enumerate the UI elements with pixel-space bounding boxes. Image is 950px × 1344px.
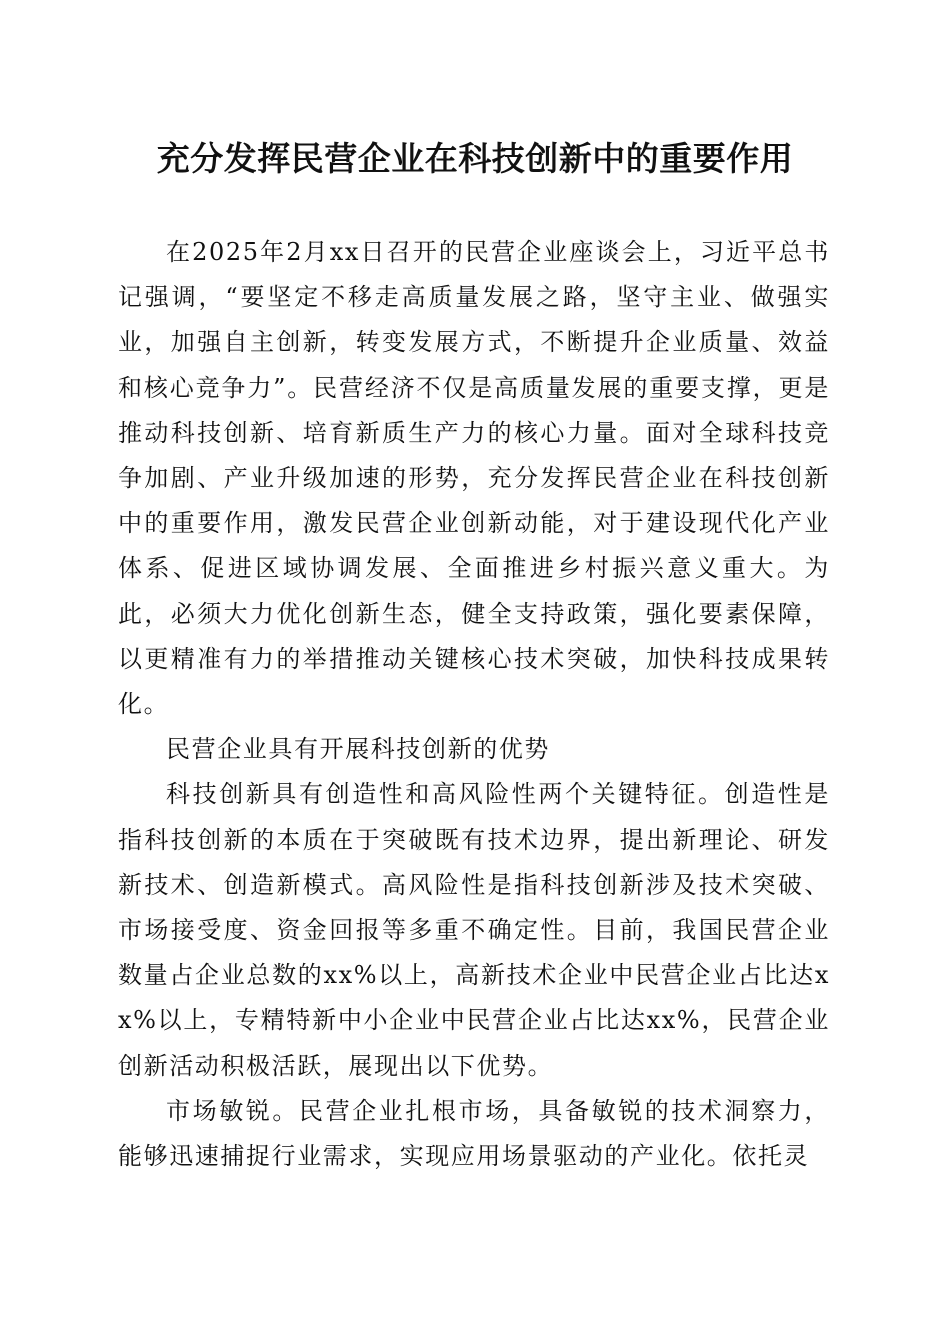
- paragraph-innovation-features: 科技创新具有创造性和高风险性两个关键特征。创造性是指科技创新的本质在于突破既有技术边界，提出新理论、研发新技术、创造新模式。高风险性是指科技创新涉及技术突破、市场接受度、资金回报等多重不确定性。目前，我国民营企业数量占企业总数的xx%以上，高新技术企业中民营企业占比达xx%以上，专精特新中小企业中民营企业占比达xx%，民营企业创新活动积极活跃，展现出以下优势。: [118, 780, 830, 1080]
- section-heading: 民营企业具有开展科技创新的优势: [166, 735, 550, 764]
- document-title: 充分发挥民营企业在科技创新中的重要作用: [156, 139, 794, 178]
- document-body: [118, 230, 830, 1179]
- paragraph-intro: 在2025年2月xx日召开的民营企业座谈会上，习近平总书记强调，“要坚定不移走高质量发展之路，坚守主业、做强实业，加强自主创新，转变发展方式，不断提升企业质量、效益和核心竞争力”。民营经济不仅是高质量发展的重要支撑，更是推动科技创新、培育新质生产力的核心力量。面对全球科技竞争加剧、产业升级加速的形势，充分发挥民营企业在科技创新中的重要作用，激发民营企业创新动能，对于建设现代化产业体系、促进区域协调发展、全面推进乡村振兴意义重大。为此，必须大力优化创新生态，健全支持政策，强化要素保障，以更精准有力的举措推动关键核心技术突破，加快科技成果转化。: [118, 238, 830, 719]
- paragraph-market-sensitivity: 市场敏锐。民营企业扎根市场，具备敏锐的技术洞察力，能够迅速捕捉行业需求，实现应用场景驱动的产业化。依托灵: [118, 1096, 830, 1171]
